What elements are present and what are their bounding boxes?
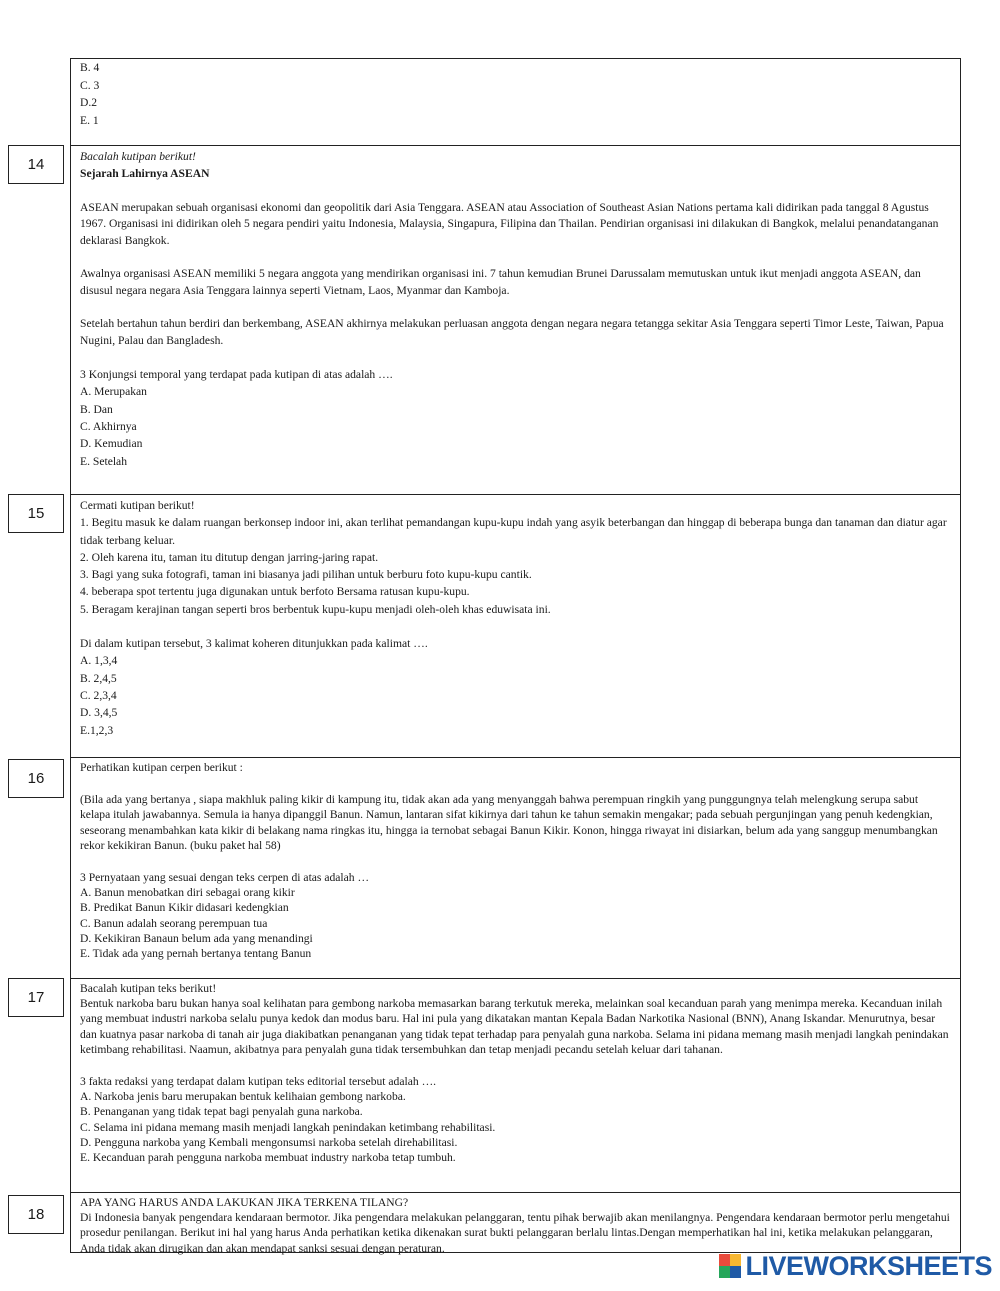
question-text: 3 Pernyataan yang sesuai dengan teks cerpen di atas adalah …	[80, 871, 370, 885]
option-d[interactable]: D. 3,4,5	[80, 706, 118, 720]
passage-title: APA YANG HARUS ANDA LAKUKAN JIKA TERKENA TILANG?	[80, 1196, 409, 1209]
liveworksheets-logo	[719, 1249, 992, 1283]
option-c[interactable]: C. Akhirnya	[80, 419, 137, 433]
instruction: Bacalah kutipan berikut!	[80, 150, 196, 163]
option-b[interactable]: B. Dan	[80, 402, 113, 416]
option-c[interactable]: C. Selama ini pidana memang masih menjadi langkah penindakan ketimbang rehabilitasi.	[80, 1120, 496, 1134]
question-13-options	[70, 58, 961, 146]
question-17	[70, 978, 961, 1192]
option-c[interactable]: C. 3	[80, 78, 100, 92]
option-a[interactable]: A. 1,3,4	[80, 654, 118, 668]
question-text: 3 Konjungsi temporal yang terdapat pada kutipan di atas adalah ….	[80, 368, 393, 382]
passage: (Bila ada yang bertanya , siapa makhluk paling kikir di kampung itu, tidak akan ada yang menyanggah bahwa perempuan ringkih yang punggungnya telah melengkung serupa sabut kelapa itulah jawabannya. Semula ia hanya dipanggil Banun. Namun, lantaran sifat kikirnya dari tahun ke tahun semakin mengakar; pada sebuah pergunjingan yang penuh kedengkian, seseorang menambahkan kata kikir di belakang nama ringkas itu, hingga ia ternobat sebagai Banun Kikir. Konon, hingga riwayat ini disiarkan, belum ada yang sanggup menumbangkan rekor kekikiran Banun. (buku paket hal 58)	[80, 793, 938, 852]
sentence-1: 1. Begitu masuk ke dalam ruangan berkonsep indoor ini, akan terlihat pemandangan kupu-kupu indah yang asyik beterbangan dan hinggap di beberapa bunga dan tanaman dan diatur agar tidak terbang keluar.	[80, 516, 947, 547]
option-e[interactable]: E. 1	[80, 113, 99, 127]
option-e[interactable]: E. Kecanduan parah pengguna narkoba membuat industry narkoba tetap tumbuh.	[80, 1151, 456, 1165]
question-number-18: 18	[8, 1195, 64, 1234]
logo-cubes-icon	[719, 1254, 741, 1278]
passage: Bentuk narkoba baru bukan hanya soal kelihatan para gembong narkoba memasarkan barang terkutuk mereka, melainkan soal kecanduan parah yang menimpa mereka. Kecanduan inilah yang membuat industri narkoba selalu punya kedok dan modus baru. Hal ini pula yang dikatakan mantan Kepala Badan Narkotika Nasional (BNN), Anang Iskandar. Menurutnya, besar dan kuatnya pasar narkoba di tanah air juga diakibatkan penanganan yang tidak tepat terhadap para penyalah guna narkoba. Selama ini pidana memang masih menjadi langkah penindakan ketimbang rehabilitasi. Naamun, akibatnya para penyalah guna tidak tersembuhkan dan tetap menjadi pecandu setelah keluar dari tahanan.	[80, 997, 949, 1056]
question-14	[70, 145, 961, 494]
question-15	[70, 494, 961, 757]
option-d[interactable]: D. Kekikiran Banaun belum ada yang menandingi	[80, 931, 313, 945]
question-18	[70, 1192, 961, 1253]
passage-title: Sejarah Lahirnya ASEAN	[80, 167, 210, 181]
sentence-5: 5. Beragam kerajinan tangan seperti bros berbentuk kupu-kupu menjadi oleh-oleh khas eduwisata ini.	[80, 602, 551, 616]
sentence-2: 2. Oleh karena itu, taman itu ditutup dengan jarring-jaring rapat.	[80, 550, 379, 564]
question-number-15: 15	[8, 494, 64, 533]
option-b[interactable]: B. 4	[80, 61, 100, 74]
sentence-4: 4. beberapa spot tertentu juga digunakan untuk berfoto Bersama ratusan kupu-kupu.	[80, 585, 470, 599]
option-c[interactable]: C. Banun adalah seorang perempuan tua	[80, 916, 268, 930]
question-number-17: 17	[8, 978, 64, 1017]
paragraph-2: Awalnya organisasi ASEAN memiliki 5 negara anggota yang mendirikan organisasi ini. 7 tahun kemudian Brunei Darussalam memutuskan untuk ikut menjadi anggota ASEAN, dan disusul negara negara Asia Tenggara lainnya seperti Vietnam, Laos, Myanmar dan Kamboja.	[80, 267, 921, 297]
logo-text: LIVEWORKSHEETS	[745, 1250, 992, 1281]
option-d[interactable]: D.2	[80, 96, 98, 110]
option-d[interactable]: D. Kemudian	[80, 437, 143, 451]
option-c[interactable]: C. 2,3,4	[80, 688, 117, 702]
option-b[interactable]: B. Predikat Banun Kikir didasari kedengkian	[80, 901, 289, 915]
option-b[interactable]: B. Penanganan yang tidak tepat bagi penyalah guna narkoba.	[80, 1105, 363, 1119]
question-number-16: 16	[8, 759, 64, 798]
instruction: Bacalah kutipan teks berikut!	[80, 982, 217, 995]
option-d[interactable]: D. Pengguna narkoba yang Kembali mengonsumsi narkoba setelah direhabilitasi.	[80, 1135, 458, 1149]
paragraph-3: Setelah bertahun tahun berdiri dan berkembang, ASEAN akhirnya melakukan perluasan anggota dengan negara negara tetangga sekitar Asia Tenggara seperti Timor Leste, Taiwan, Papua Nugini, Palau dan Bangladesh.	[80, 317, 944, 347]
question-number-14: 14	[8, 145, 64, 184]
option-a[interactable]: A. Banun menobatkan diri sebagai orang kikir	[80, 886, 295, 900]
instruction: Cermati kutipan berikut!	[80, 499, 195, 512]
question-16	[70, 757, 961, 978]
option-b[interactable]: B. 2,4,5	[80, 671, 117, 685]
passage: Di Indonesia banyak pengendara kendaraan bermotor. Jika pengendara melakukan pelanggaran, tentu pihak berwajib akan menilangnya. Pengendara kendaraan bermotor perlu mengetahui prosedur penilangan. Berikut ini hal yang harus Anda perhatikan ketika dikenakan surat bukti pelanggaran berlalu lintas.Dengan memperhatikan hal ini, ketika melakukan pelanggaran, Anda tidak akan dirugikan dan akan mendapat sanksi sesuai dengan peraturan.	[80, 1211, 950, 1255]
option-a[interactable]: A. Narkoba jenis baru merupakan bentuk kelihaian gembong narkoba.	[80, 1090, 406, 1104]
instruction: Perhatikan kutipan cerpen berikut :	[80, 761, 243, 774]
question-text: 3 fakta redaksi yang terdapat dalam kutipan teks editorial tersebut adalah ….	[80, 1075, 437, 1089]
question-text: Di dalam kutipan tersebut, 3 kalimat koheren ditunjukkan pada kalimat ….	[80, 637, 428, 651]
option-e[interactable]: E. Setelah	[80, 454, 128, 468]
paragraph-1: ASEAN merupakan sebuah organisasi ekonomi dan geopolitik dari Asia Tenggara. ASEAN atau Association of Southeast Asian Nations pertama kali didirikan pada tanggal 8 Agustus 1967. Organisasi ini didirikan oleh 5 negara pendiri yaitu Indonesia, Malaysia, Singapura, Filipina dan Thailan. Pendirian organisasi ini dilakukan di Bangkok, melalui penandatanganan deklarasi Bangkok.	[80, 200, 939, 247]
sentence-3: 3. Bagi yang suka fotografi, taman ini biasanya jadi pilihan untuk berburu foto kupu-kupu cantik.	[80, 568, 532, 582]
option-e[interactable]: E. Tidak ada yang pernah bertanya tentang Banun	[80, 947, 312, 961]
option-e[interactable]: E.1,2,3	[80, 723, 114, 737]
option-a[interactable]: A. Merupakan	[80, 385, 147, 399]
